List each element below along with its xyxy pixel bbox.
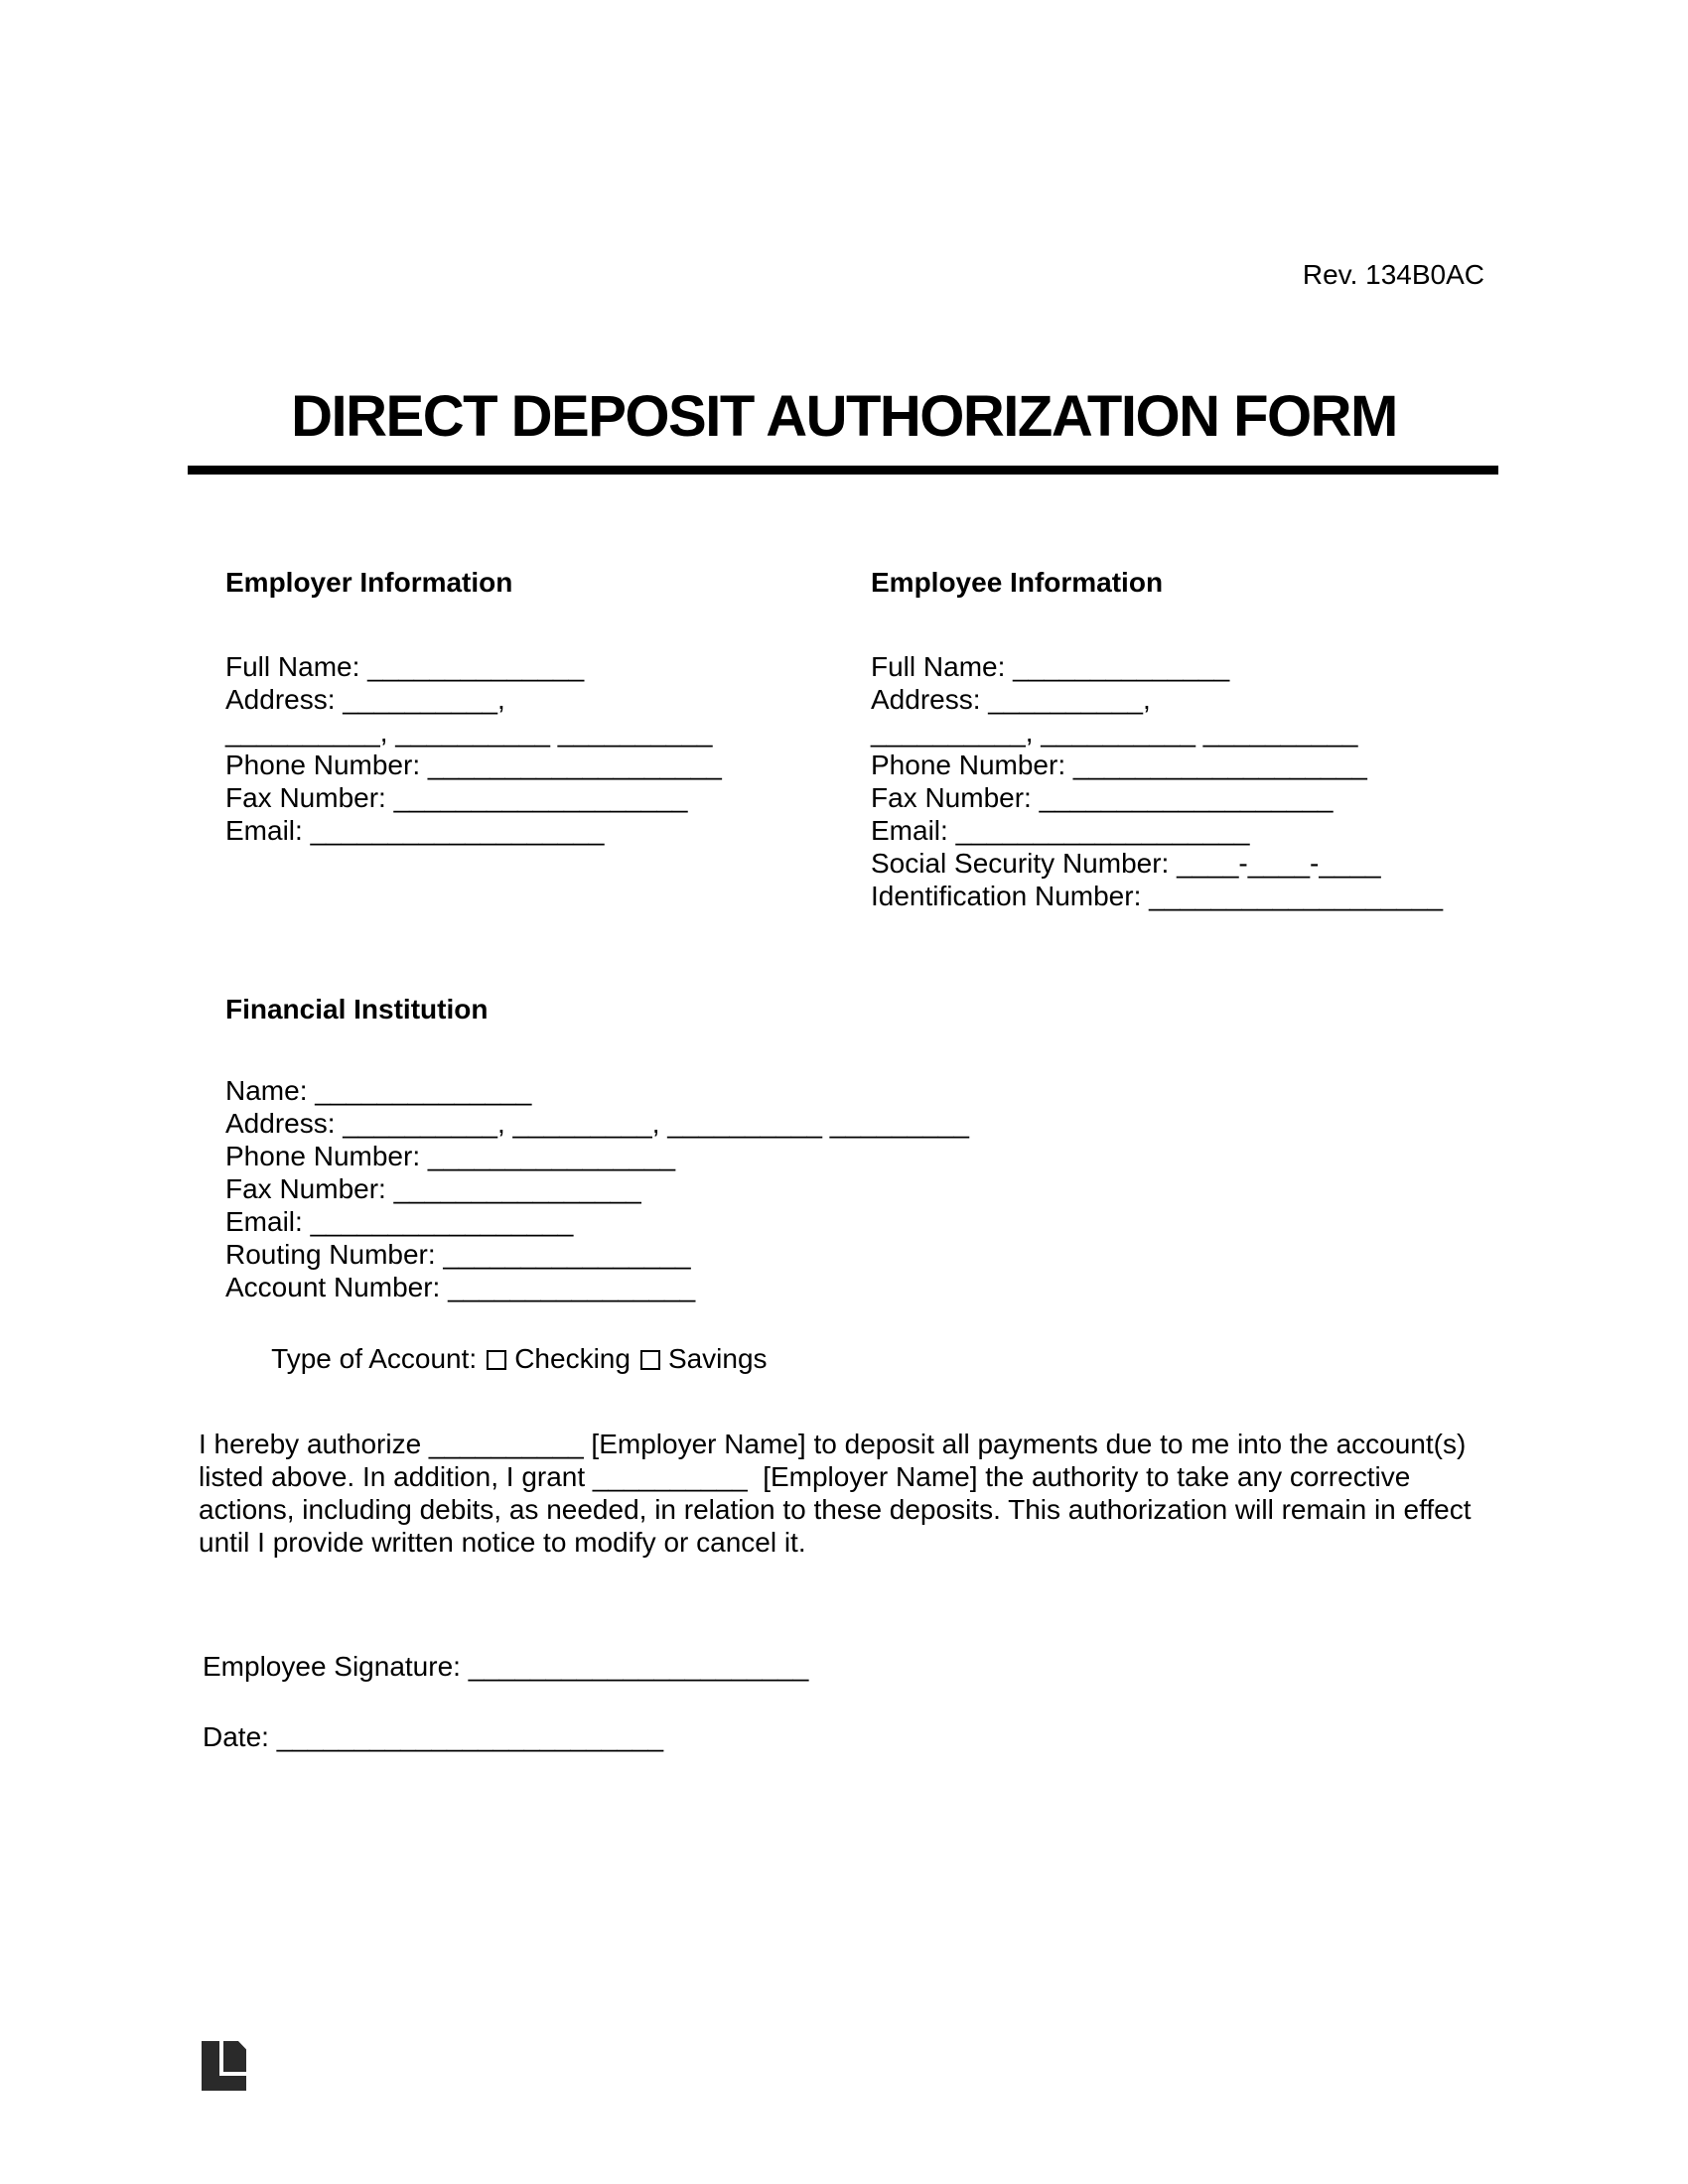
bank-fax-field: Fax Number: ________________ — [225, 1173, 641, 1204]
account-type-label: Type of Account: — [271, 1343, 478, 1374]
employee-fax-field: Fax Number: ___________________ — [871, 782, 1334, 813]
employee-section — [871, 566, 1526, 912]
employee-signature-field: Employee Signature: ______________________ — [203, 1651, 809, 1682]
employer-address-field: Address: __________, — [225, 684, 505, 715]
title-rule — [188, 466, 1498, 475]
account-number-field: Account Number: ________________ — [225, 1272, 696, 1302]
employer-phone-field: Phone Number: ___________________ — [225, 750, 722, 780]
financial-institution-section — [225, 993, 1218, 1408]
legal-templates-logo — [202, 2041, 246, 2091]
employee-address-field: Address: __________, — [871, 684, 1151, 715]
employer-heading: Employer Information — [225, 567, 513, 598]
employer-fax-field: Fax Number: ___________________ — [225, 782, 688, 813]
account-type-row — [225, 1309, 1218, 1408]
employee-full-name-field: Full Name: ______________ — [871, 651, 1230, 682]
logo-bottom-bar — [202, 2076, 246, 2091]
financial-heading: Financial Institution — [225, 994, 489, 1024]
authorization-paragraph: I hereby authorize __________ [Employer Name] to deposit all payments due to me into the account(s) listed above. In addition, I grant __________ [Employer Name] the authority to take any corrective actions, including debits, as needed, in relation to these deposits. This authorization will remain in effect until I provide written notice to modify or cancel it. — [199, 1429, 1479, 1558]
employer-full-name-field: Full Name: ______________ — [225, 651, 585, 682]
bank-phone-field: Phone Number: ________________ — [225, 1141, 676, 1171]
savings-option-label: Savings — [667, 1343, 768, 1374]
employee-email-field: Email: ___________________ — [871, 815, 1250, 846]
date-field: Date: _________________________ — [203, 1721, 664, 1752]
employer-address-line2-field: __________, __________ __________ — [225, 717, 713, 748]
bank-email-field: Email: _________________ — [225, 1206, 574, 1237]
employer-email-field: Email: ___________________ — [225, 815, 605, 846]
checking-checkbox[interactable] — [487, 1350, 506, 1370]
revision-number: Rev. 134B0AC — [1302, 259, 1484, 290]
savings-checkbox[interactable] — [640, 1350, 660, 1370]
logo-folded-corner-square — [223, 2041, 246, 2072]
employer-section — [225, 566, 861, 847]
routing-number-field: Routing Number: ________________ — [225, 1239, 691, 1270]
employee-phone-field: Phone Number: ___________________ — [871, 750, 1367, 780]
bank-address-field: Address: __________, _________, __________ _________ — [225, 1108, 969, 1139]
employee-ssn-field: Social Security Number: ____-____-____ — [871, 848, 1381, 879]
checking-option-label: Checking — [514, 1343, 631, 1374]
employee-heading: Employee Information — [871, 567, 1164, 598]
employee-address-line2-field: __________, __________ __________ — [871, 717, 1358, 748]
form-title: DIRECT DEPOSIT AUTHORIZATION FORM — [291, 384, 1397, 449]
employee-id-number-field: Identification Number: ___________________ — [871, 881, 1444, 911]
bank-name-field: Name: ______________ — [225, 1075, 532, 1106]
